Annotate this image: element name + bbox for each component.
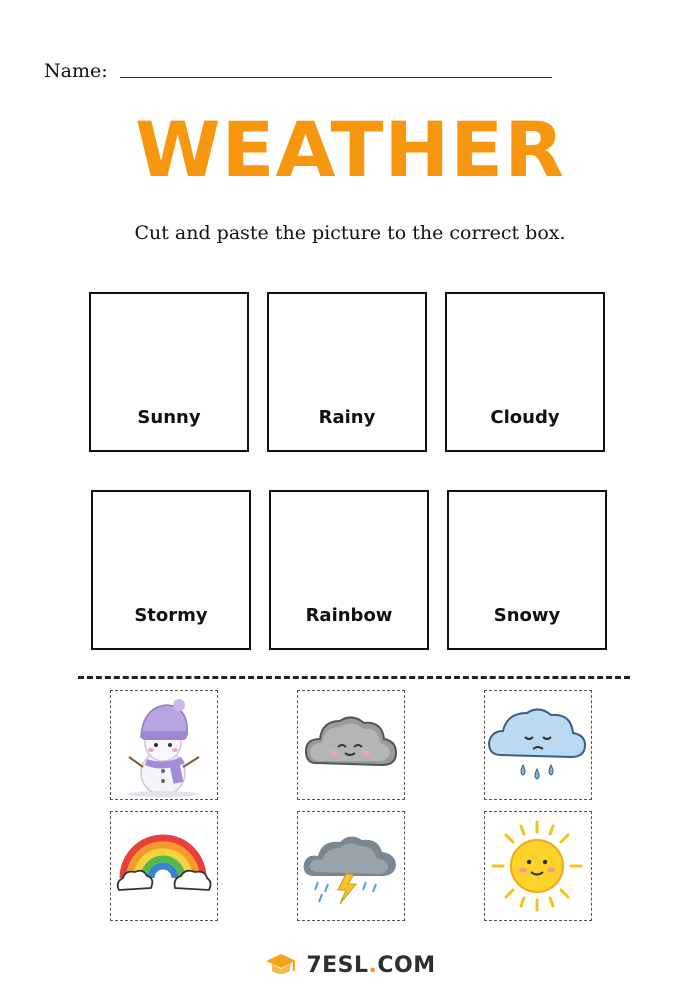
smiling-cloud-icon	[298, 691, 403, 798]
box-label: Rainbow	[305, 605, 393, 626]
name-write-line	[120, 77, 552, 78]
box-label: Snowy	[493, 605, 561, 626]
box-label: Stormy	[134, 605, 208, 626]
name-label: Name:	[44, 60, 108, 82]
cut-line	[78, 676, 630, 679]
storm-cloud-icon	[298, 812, 403, 919]
answer-box-snowy	[447, 490, 607, 650]
instruction-text: Cut and paste the picture to the correct box.	[134, 222, 566, 244]
cutout-sun[interactable]	[484, 811, 592, 921]
box-label: Rainy	[318, 407, 376, 428]
brand-name: 7ESL.COM	[306, 952, 436, 978]
cutout-rain-cloud[interactable]	[484, 690, 592, 800]
answer-box-rainy	[267, 292, 427, 452]
answer-box-stormy	[91, 490, 251, 650]
worksheet-title: WEATHER	[135, 105, 565, 194]
answer-box-rainbow	[269, 490, 429, 650]
cutout-snowman[interactable]	[110, 690, 218, 800]
name-field	[44, 58, 564, 88]
answer-box-sunny	[89, 292, 249, 452]
rainbow-icon	[111, 812, 216, 919]
box-label: Sunny	[137, 407, 201, 428]
graduation-cap-icon	[264, 952, 298, 978]
snowman-icon	[111, 691, 216, 798]
cutout-rainbow[interactable]	[110, 811, 218, 921]
footer-brand	[0, 950, 700, 980]
box-label: Cloudy	[490, 407, 560, 428]
cutout-cloud[interactable]	[297, 690, 405, 800]
rain-cloud-icon	[485, 691, 590, 798]
cutout-storm[interactable]	[297, 811, 405, 921]
sun-icon	[485, 812, 590, 919]
answer-box-cloudy	[445, 292, 605, 452]
